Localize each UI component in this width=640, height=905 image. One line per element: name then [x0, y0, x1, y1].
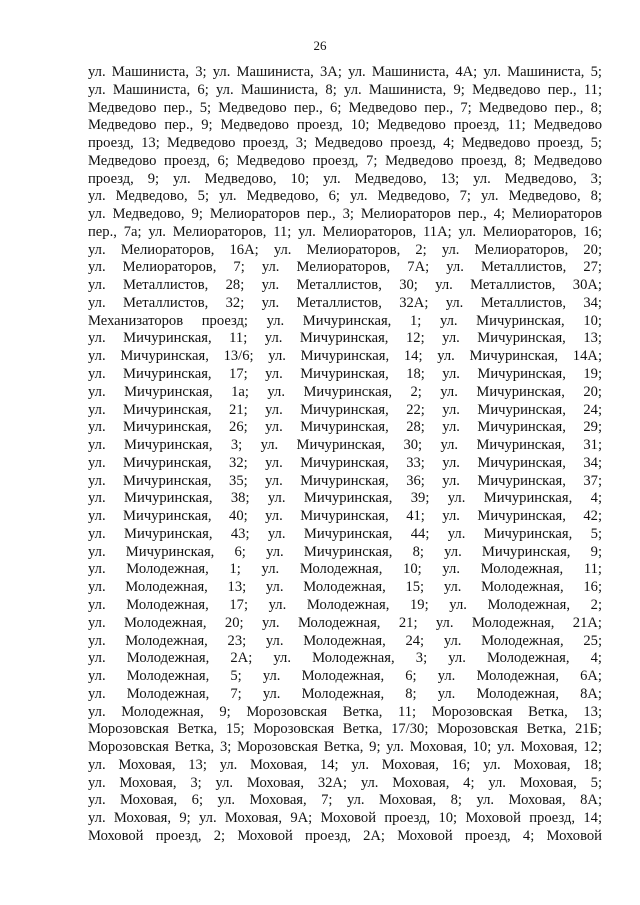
text-line: ул. Мичуринская, 40; ул. Мичуринская, 41; ул. Мичуринская, 42; [88, 508, 602, 525]
text-line: ул. Мичуринская, 26; ул. Мичуринская, 28; ул. Мичуринская, 29; [88, 419, 602, 436]
text-line: ул. Медведово, 5; ул. Медведово, 6; ул. Медведово, 7; ул. Медведово, 8; [88, 188, 602, 205]
text-line: ул. Мичуринская, 21; ул. Мичуринская, 22; ул. Мичуринская, 24; [88, 401, 602, 418]
text-line: ул. Моховая, 9; ул. Моховая, 9А; Моховой проезд, 10; Моховой проезд, 14; [88, 810, 602, 827]
text-line: ул. Молодежная, 7; ул. Молодежная, 8; ул. Молодежная, 8А; [88, 685, 602, 702]
text-line: ул. Мичуринская, 17; ул. Мичуринская, 18; ул. Мичуринская, 19; [88, 366, 602, 383]
text-line: Медведово пер., 5; Медведово пер., 6; Медведово пер., 7; Медведово пер., 8; [88, 99, 602, 116]
text-line: ул. Металлистов, 28; ул. Металлистов, 30; ул. Металлистов, 30А; [88, 277, 602, 294]
text-line: ул. Металлистов, 32; ул. Металлистов, 32А; ул. Металлистов, 34; [88, 294, 602, 311]
text-line: ул. Молодежная, 1; ул. Молодежная, 10; ул. Молодежная, 11; [88, 561, 602, 578]
text-line: проезд, 13; Медведово проезд, 3; Медведово проезд, 4; Медведово проезд, 5; [88, 135, 602, 152]
text-line: ул. Медведово, 9; Мелиораторов пер., 3; Мелиораторов пер., 4; Мелиораторов [88, 206, 602, 223]
text-line: ул. Молодежная, 13; ул. Молодежная, 15; ул. Молодежная, 16; [88, 579, 602, 596]
text-line: ул. Моховая, 13; ул. Моховая, 14; ул. Моховая, 16; ул. Моховая, 18; [88, 756, 602, 773]
text-line: ул. Мичуринская, 3; ул. Мичуринская, 30; ул. Мичуринская, 31; [88, 437, 602, 454]
text-line: ул. Машиниста, 6; ул. Машиниста, 8; ул. Машиниста, 9; Медведово пер., 11; [88, 81, 602, 98]
text-line: Медведово пер., 9; Медведово проезд, 10; Медведово проезд, 11; Медведово [88, 117, 602, 134]
text-line: ул. Моховая, 6; ул. Моховая, 7; ул. Моховая, 8; ул. Моховая, 8А; [88, 792, 602, 809]
text-line: пер., 7а; ул. Мелиораторов, 11; ул. Мелиораторов, 11А; ул. Мелиораторов, 16; [88, 223, 602, 240]
text-line: ул. Молодежная, 5; ул. Молодежная, 6; ул. Молодежная, 6А; [88, 668, 602, 685]
text-line: ул. Мичуринская, 35; ул. Мичуринская, 36; ул. Мичуринская, 37; [88, 472, 602, 489]
text-line: ул. Молодежная, 9; Морозовская Ветка, 11; Морозовская Ветка, 13; [88, 703, 602, 720]
text-line: ул. Молодежная, 17; ул. Молодежная, 19; ул. Молодежная, 2; [88, 596, 602, 613]
page-number: 26 [313, 38, 327, 53]
text-line: Морозовская Ветка, 15; Морозовская Ветка, 17/30; Морозовская Ветка, 21Б; [88, 721, 602, 738]
text-line: Механизаторов проезд; ул. Мичуринская, 1; ул. Мичуринская, 10; [88, 312, 602, 329]
text-line: ул. Мичуринская, 13/6; ул. Мичуринская, 14; ул. Мичуринская, 14А; [88, 348, 602, 365]
text-line: ул. Моховая, 3; ул. Моховая, 32А; ул. Моховая, 4; ул. Моховая, 5; [88, 774, 602, 791]
text-line: ул. Мичуринская, 6; ул. Мичуринская, 8; ул. Мичуринская, 9; [88, 543, 602, 560]
text-line: Медведово проезд, 6; Медведово проезд, 7; Медведово проезд, 8; Медведово [88, 152, 602, 169]
text-line: ул. Молодежная, 20; ул. Молодежная, 21; ул. Молодежная, 21А; [88, 614, 602, 631]
text-line: ул. Мелиораторов, 7; ул. Мелиораторов, 7А; ул. Металлистов, 27; [88, 259, 602, 276]
address-list-paragraph [88, 64, 602, 846]
text-line: ул. Мичуринская, 38; ул. Мичуринская, 39; ул. Мичуринская, 4; [88, 490, 602, 507]
text-line: ул. Мичуринская, 32; ул. Мичуринская, 33; ул. Мичуринская, 34; [88, 454, 602, 471]
text-line: ул. Мелиораторов, 16А; ул. Мелиораторов, 2; ул. Мелиораторов, 20; [88, 241, 602, 258]
text-line: ул. Мичуринская, 1а; ул. Мичуринская, 2; ул. Мичуринская, 20; [88, 383, 602, 400]
text-line: ул. Мичуринская, 43; ул. Мичуринская, 44; ул. Мичуринская, 5; [88, 525, 602, 542]
text-line: Моховой проезд, 2; Моховой проезд, 2А; Моховой проезд, 4; Моховой [88, 827, 602, 844]
text-line: проезд, 9; ул. Медведово, 10; ул. Медведово, 13; ул. Медведово, 3; [88, 170, 602, 187]
text-line: Морозовская Ветка, 3; Морозовская Ветка, 9; ул. Моховая, 10; ул. Моховая, 12; [88, 739, 602, 756]
text-line: ул. Молодежная, 23; ул. Молодежная, 24; ул. Молодежная, 25; [88, 632, 602, 649]
text-line: ул. Мичуринская, 11; ул. Мичуринская, 12; ул. Мичуринская, 13; [88, 330, 602, 347]
text-line: ул. Машиниста, 3; ул. Машиниста, 3А; ул. Машиниста, 4А; ул. Машиниста, 5; [88, 64, 602, 80]
text-line: ул. Молодежная, 2А; ул. Молодежная, 3; ул. Молодежная, 4; [88, 650, 602, 667]
